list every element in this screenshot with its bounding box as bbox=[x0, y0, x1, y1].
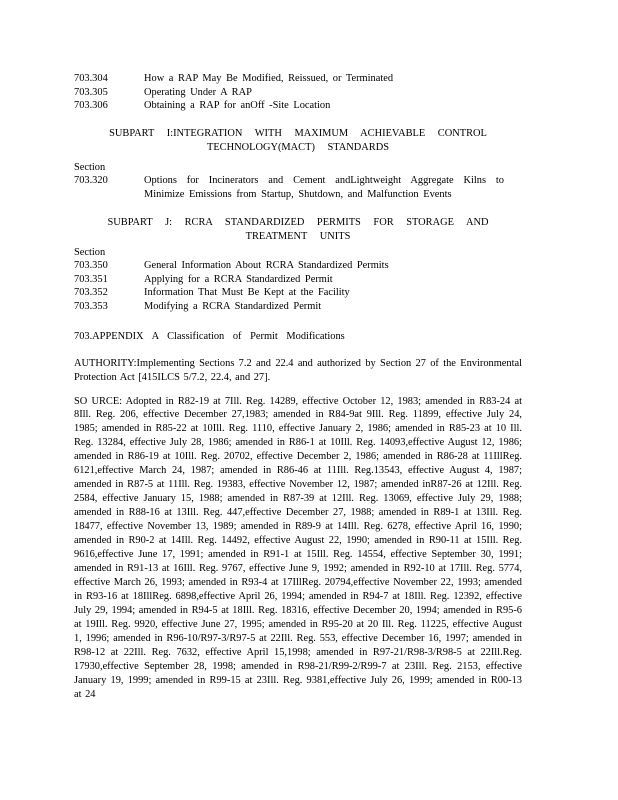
toc-row bbox=[74, 273, 522, 287]
section-number: 703.306 bbox=[74, 100, 108, 112]
toc-row bbox=[74, 99, 522, 113]
section-label: Section bbox=[74, 246, 106, 258]
section-number: 703.304 bbox=[74, 73, 108, 84]
section-title: Operating Under A RAP bbox=[144, 86, 252, 98]
section-title: Options for Incinerators and Cement andLightweight Aggregate Kilns to Minimize Emissions from Startup, Shutdown, and Malfunction Events bbox=[144, 175, 504, 200]
toc-row bbox=[74, 286, 522, 300]
toc-row bbox=[74, 174, 522, 201]
appendix-line: 703.APPENDIX A Classification of Permit Modifications bbox=[74, 330, 345, 342]
toc-row bbox=[74, 86, 522, 100]
toc-group-1 bbox=[74, 72, 522, 113]
source-paragraph: SO URCE: Adopted in R82-19 at 7Ill. Reg. 14289, effective October 12, 1983; amended in R83-24 at 8Ill. Reg. 206, effective December 27,1983; amended in R84-9at 9Ill. Reg. 11899, effective July 24, 1985; amended in R85-22 at 10Ill. Reg. 1110, effective January 2, 1986; amended in R85-23 at 10 Ill. Reg. 13284, effective July 28, 1986; amended in R86-1 at 10Ill. Reg. 14093,effective August 12, 1986; amended in R86-19 at 10Ill. Reg. 20702, effective December 2, 1986; amended in R86-28 at 11IllReg. 6121,effective March 24, 1987; amended in R86-46 at 11Ill. Reg.13543, effective August 4, 1987; amended in R87-5 at 11Ill. Reg. 19383, effective November 12, 1987; amended inR87-26 at 12Ill. Reg. 2584, effective January 15, 1988; amended in R87-39 at 12Ill. Reg. 13069, effective July 29, 1988; amended in R88-16 at 13Ill. Reg. 447,effective December 27, 1988; amended in R89-1 at 13Ill. Reg. 18477, effective November 13, 1989; amended in R89-9 at 14Ill. Reg. 6278, effective April 16, 1990; amended in R90-2 at 14Ill. Reg. 14492, effective August 22, 1990; amended in R90-11 at 15Ill. Reg. 9616,effective June 17, 1991; amended in R91-1 at 15Ill. Reg. 14554, effective September 30, 1991; amended in R91-13 at 16Ill. Reg. 9767, effective June 9, 1992; amended in R92-10 at 17Ill. Reg. 5774, effective March 26, 1993; amended in R93-4 at 17IllReg. 20794,effective November 22, 1993; amended in R93-16 at 18IllReg. 6898,effective April 26, 1994; amended in R94-7 at 18Ill. Reg. 12392, effective July 29, 1994; amended in R94-5 at 18Ill. Reg. 18316, effective December 20, 1994; amended in R95-6 at 19Ill. Reg. 9920, effective June 27, 1995; amended in R95-20 at 20 Ill. Reg. 11225, effective August 1, 1996; amended in R96-10/R97-3/R97-5 at 22Ill. Reg. 553, effective December 16, 1997; amended in R98-12 at 22Ill. Reg. 7632, effective April 15,1998; amended in R97-21/R98-3/R98-5 at 22Ill.Reg. 17930,effective September 28, 1998; amended in R98-21/R99-2/R99-7 at 23Ill. Reg. 2153, effective January 19, 1999; amended in R99-15 at 23Ill. Reg. 9381,effective July 26, 1999; amended in R00-13 at 24 bbox=[74, 395, 522, 700]
section-title: General Information About RCRA Standardized Permits bbox=[144, 260, 389, 272]
section-number: 703.320 bbox=[74, 175, 108, 187]
section-label: Section bbox=[74, 161, 106, 173]
document-page bbox=[74, 72, 522, 702]
section-title: Modifying a RCRA Standardized Permit bbox=[144, 300, 322, 312]
section-number: 703.352 bbox=[74, 287, 108, 299]
toc-row bbox=[74, 300, 522, 314]
section-title: Information That Must Be Kept at the Facility bbox=[144, 287, 350, 299]
section-title: How a RAP May Be Modified, Reissued, or Terminated bbox=[144, 73, 394, 84]
section-number: 703.353 bbox=[74, 300, 108, 312]
toc-row bbox=[74, 259, 522, 273]
section-number: 703.351 bbox=[74, 273, 108, 285]
section-number: 703.305 bbox=[74, 86, 108, 98]
section-number: 703.350 bbox=[74, 260, 108, 272]
section-title: Obtaining a RAP for anOff -Site Location bbox=[144, 100, 331, 112]
authority-paragraph: AUTHORITY:Implementing Sections 7.2 and 22.4 and authorized by Section 27 of the Environmental Protection Act [415ILCS 5/7.2, 22.4, and 27]. bbox=[74, 357, 522, 383]
section-title: Applying for a RCRA Standardized Permit bbox=[144, 273, 333, 285]
subpart-i-heading: SUBPART I:INTEGRATION WITH MAXIMUM ACHIEVABLE CONTROL TECHNOLOGY(MACT) STANDARDS bbox=[109, 127, 487, 153]
subpart-j-heading: SUBPART J: RCRA STANDARDIZED PERMITS FOR STORAGE AND TREATMENT UNITS bbox=[107, 216, 489, 242]
toc-row bbox=[74, 72, 522, 86]
